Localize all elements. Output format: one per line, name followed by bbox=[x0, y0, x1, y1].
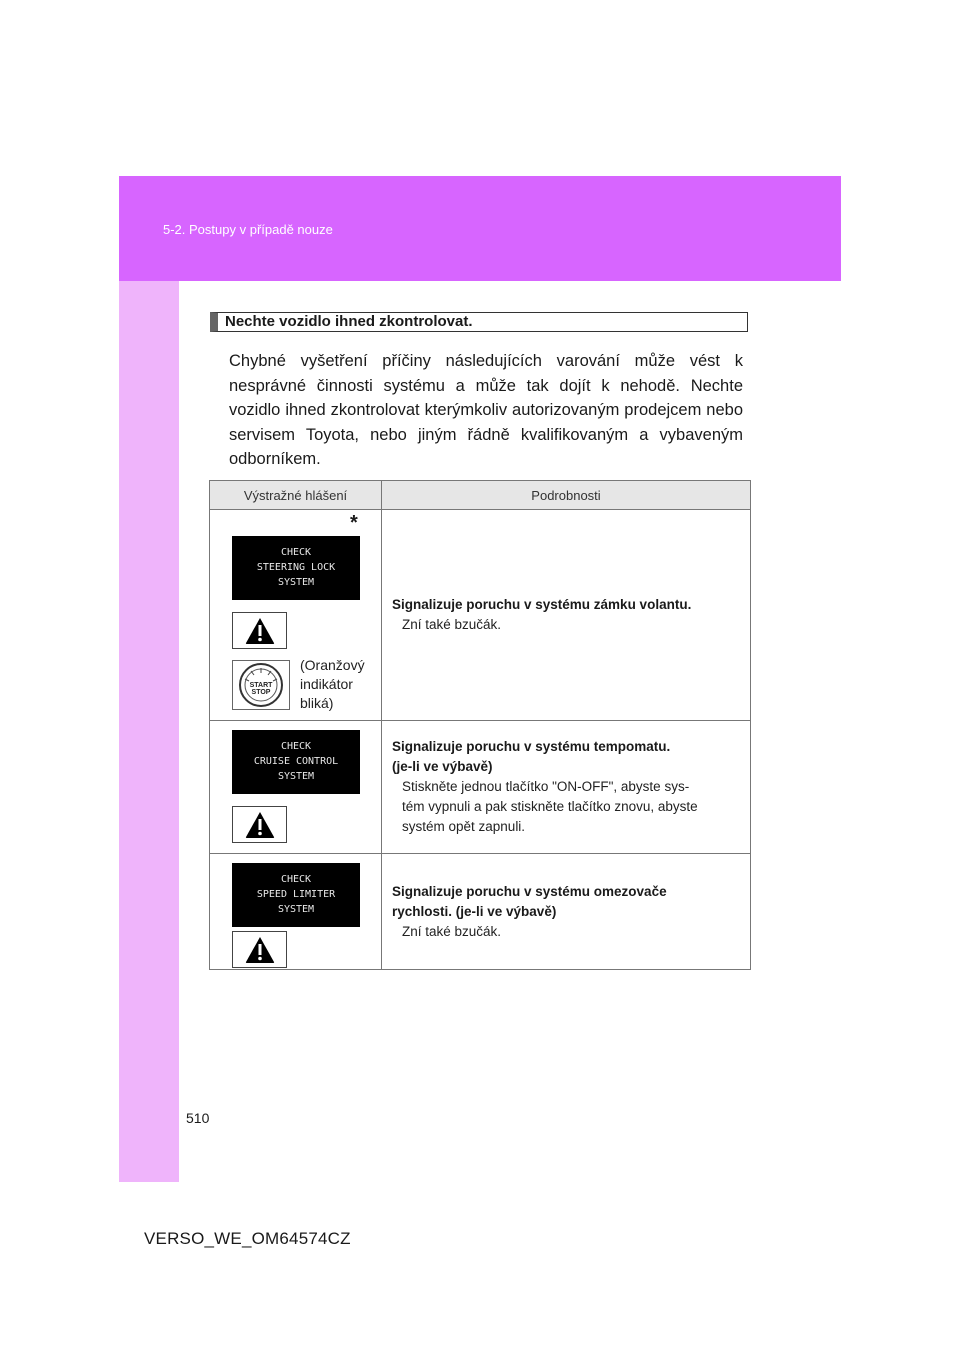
detail-text: Zní také bzučák. bbox=[402, 617, 502, 632]
indicator-note bbox=[300, 656, 365, 713]
section-header: 5-2. Postupy v případě nouze bbox=[163, 222, 333, 237]
document-code: VERSO_WE_OM64574CZ bbox=[144, 1229, 351, 1248]
engine-switch-icon bbox=[232, 660, 290, 710]
table-row bbox=[210, 854, 751, 970]
table-row bbox=[210, 721, 751, 854]
detail-text: tém vypnuli a pak stiskněte tlačítko znovu, abyste bbox=[402, 799, 698, 814]
section-title: Nechte vozidlo ihned zkontrolovat. bbox=[210, 312, 748, 332]
header-details: Podrobnosti bbox=[382, 481, 751, 510]
master-warning-icon bbox=[232, 931, 287, 968]
detail-summary: rychlosti. (je-li ve výbavě) bbox=[392, 903, 557, 919]
lcd-message-display bbox=[232, 863, 360, 927]
warning-icons-cell bbox=[210, 721, 382, 854]
detail-summary: Signalizuje poruchu v systému tempomatu. bbox=[392, 739, 671, 754]
lcd-message-display bbox=[232, 536, 360, 600]
lcd-line: STEERING LOCK bbox=[256, 562, 336, 573]
note-line: indikátor bbox=[300, 676, 353, 692]
detail-summary: Signalizuje poruchu v systému zámku volantu. bbox=[392, 597, 692, 612]
lcd-line: CHECK bbox=[280, 741, 312, 752]
stop-label: STOP bbox=[251, 689, 271, 696]
warning-details-cell bbox=[382, 510, 751, 721]
lcd-message-display bbox=[232, 730, 360, 794]
side-strip bbox=[119, 281, 179, 1182]
table-row bbox=[210, 510, 751, 721]
detail-text: Zní také bzučák. bbox=[402, 923, 502, 939]
lcd-line: CRUISE CONTROL bbox=[253, 756, 339, 767]
warning-table bbox=[209, 480, 751, 970]
master-warning-icon bbox=[232, 806, 287, 843]
start-label: START bbox=[249, 682, 273, 689]
note-line: (Oranžový bbox=[300, 657, 365, 673]
warning-details-cell bbox=[382, 721, 751, 854]
lcd-line: SYSTEM bbox=[277, 771, 315, 782]
lcd-line: SYSTEM bbox=[277, 577, 315, 588]
note-line: bliká) bbox=[300, 695, 334, 711]
footnote-asterisk: * bbox=[350, 512, 358, 534]
header-warning-message: Výstražné hlášení bbox=[210, 481, 382, 510]
detail-summary: (je-li ve výbavě) bbox=[392, 759, 493, 774]
detail-text: systém opět zapnuli. bbox=[402, 819, 526, 834]
lcd-line: SPEED LIMITER bbox=[256, 889, 336, 900]
lcd-line: CHECK bbox=[280, 874, 312, 885]
intro-paragraph: Chybné vyšetření příčiny následujících varování může vést k nesprávné činnosti systému a může tak dojít k nehodě. Nechte vozidlo ihned zkontrolovat kterýmkoliv autorizovaným prodejcem nebo servisem Toyota, nebo jiným řádně kvalifikovaným a vybaveným odborníkem. bbox=[229, 352, 743, 468]
detail-summary: Signalizuje poruchu v systému omezovače bbox=[392, 883, 667, 899]
detail-text: Stiskněte jednou tlačítko "ON-OFF", abyste sys- bbox=[402, 779, 690, 794]
lcd-line: CHECK bbox=[280, 547, 312, 558]
warning-icons-cell bbox=[210, 510, 382, 721]
lcd-line: SYSTEM bbox=[277, 904, 315, 915]
warning-details-cell bbox=[382, 854, 751, 970]
master-warning-icon bbox=[232, 612, 287, 649]
warning-icons-cell bbox=[210, 854, 382, 970]
table-header-row bbox=[210, 481, 751, 510]
page-number: 510 bbox=[186, 1110, 210, 1126]
